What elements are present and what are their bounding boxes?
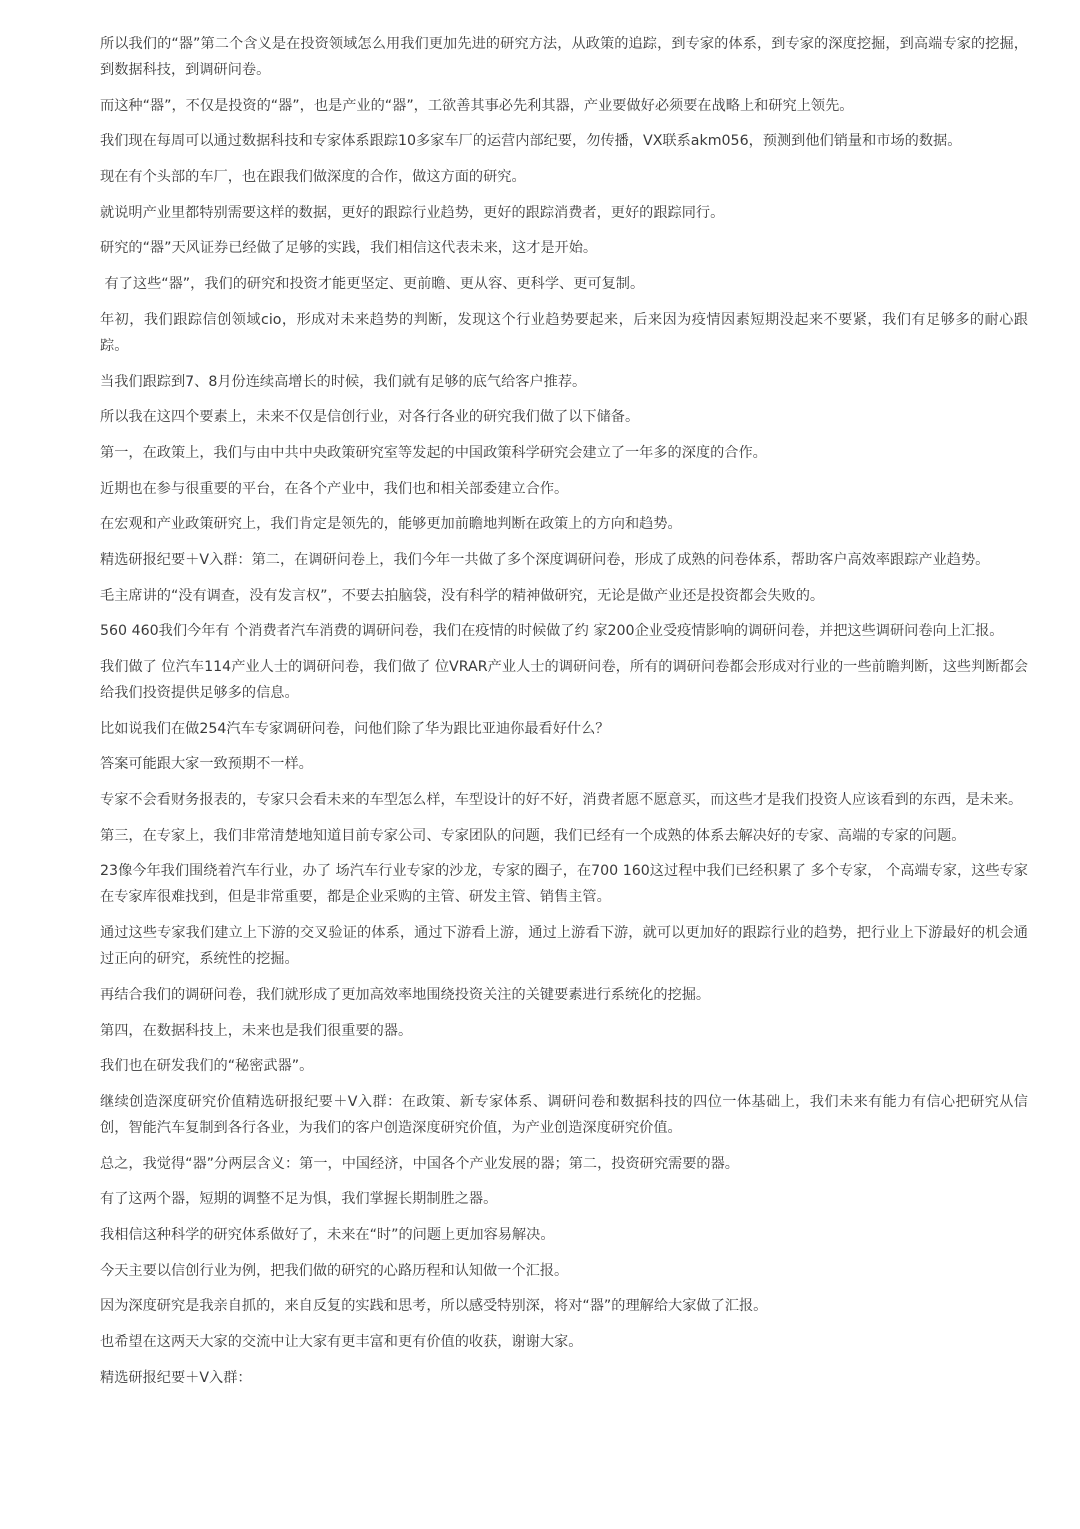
paragraph: 而这种“器”，不仅是投资的“器”，也是产业的“器”，工欲善其事必先利其器，产业要做好必须要在战略上和研究上领先。	[100, 97, 854, 114]
paragraph: 年初，我们跟踪信创领域cio，形成对未来趋势的判断，发现这个行业趋势要起来，后来因为疫情因素短期没起来不要紧，我们有足够多的耐心跟踪。	[100, 311, 1028, 354]
paragraph: 通过这些专家我们建立上下游的交叉验证的体系，通过下游看上游，通过上游看下游，就可以更加好的跟踪行业的趋势，把行业上下游最好的机会通过正向的研究，系统性的挖掘。	[100, 925, 1028, 968]
paragraph: 我们现在每周可以通过数据科技和专家体系跟踪10多家车厂的运营内部纪要，勿传播，VX联系akm056，预测到他们销量和市场的数据。	[100, 133, 962, 150]
paragraph: 毛主席讲的“没有调查，没有发言权”，不要去拍脑袋，没有科学的精神做研究，无论是做产业还是投资都会失败的。	[100, 587, 825, 604]
paragraph: 23像今年我们围绕着汽车行业，办了 场汽车行业专家的沙龙，专家的圈子，在700 160这过程中我们已经积累了 多个专家， 个高端专家，这些专家在专家库很难找到，但是非常重要，都是企业采购的主管、研发主管、销售主管。	[100, 863, 1028, 906]
paragraph: 第四，在数据科技上，未来也是我们很重要的器。	[100, 1022, 413, 1039]
paragraph: 因为深度研究是我亲自抓的，来自反复的实践和思考，所以感受特别深，将对“器”的理解给大家做了汇报。	[100, 1298, 768, 1315]
paragraph: 就说明产业里都特别需要这样的数据，更好的跟踪行业趋势，更好的跟踪消费者，更好的跟踪同行。	[100, 204, 725, 221]
paragraph: 我相信这种科学的研究体系做好了，未来在“时”的问题上更加容易解决。	[100, 1226, 555, 1243]
paragraph: 再结合我们的调研问卷，我们就形成了更加高效率地围绕投资关注的关键要素进行系统化的挖掘。	[100, 986, 711, 1003]
paragraph: 560 460我们今年有 个消费者汽车消费的调研问卷，我们在疫情的时候做了约 家200企业受疫情影响的调研问卷，并把这些调研问卷向上汇报。	[100, 623, 1004, 640]
paragraph: 有了这两个器，短期的调整不足为惧，我们掌握长期制胜之器。	[100, 1191, 498, 1208]
paragraph: 比如说我们在做254汽车专家调研问卷，问他们除了华为跟比亚迪你最看好什么？	[100, 720, 610, 737]
paragraph: 当我们跟踪到7、8月份连续高增长的时候，我们就有足够的底气给客户推荐。	[100, 373, 587, 390]
paragraph: 近期也在参与很重要的平台，在各个产业中，我们也和相关部委建立合作。	[100, 480, 569, 497]
paragraph: 我们也在研发我们的“秘密武器”。	[100, 1058, 314, 1075]
paragraph: 也希望在这两天大家的交流中让大家有更丰富和更有价值的收获，谢谢大家。	[100, 1334, 583, 1350]
paragraph: 我们做了 位汽车114产业人士的调研问卷，我们做了 位VRAR产业人士的调研问卷，所有的调研问卷都会形成对行业的一些前瞻判断，这些判断都会给我们投资提供足够多的信息。	[100, 659, 1028, 701]
paragraph: 今天主要以信创行业为例，把我们做的研究的心路历程和认知做一个汇报。	[100, 1262, 569, 1279]
document-body	[100, 31, 1028, 1400]
paragraph: 研究的“器”天风证券已经做了足够的实践，我们相信这代表未来，这才是开始。	[100, 240, 598, 257]
paragraph: 专家不会看财务报表的，专家只会看未来的车型怎么样，车型设计的好不好，消费者愿不愿意买，而这些才是我们投资人应该看到的东西，是未来。	[100, 792, 1023, 809]
paragraph: 有了这些“器”，我们的研究和投资才能更坚定、更前瞻、更从容、更科学、更可复制。	[100, 276, 645, 293]
paragraph: 继续创造深度研究价值精选研报纪要＋V入群：在政策、新专家体系、调研问卷和数据科技的四位一体基础上，我们未来有能力有信心把研究从信创，智能汽车复制到各行各业，为我们的客户创造深度研究价值，为产业创造深度研究价值。	[100, 1093, 1028, 1136]
paragraph: 答案可能跟大家一致预期不一样。	[100, 756, 313, 773]
paragraph: 在宏观和产业政策研究上，我们肯定是领先的，能够更加前瞻地判断在政策上的方向和趋势。	[100, 516, 682, 533]
paragraph: 所以我们的“器”第二个含义是在投资领域怎么用我们更加先进的研究方法，从政策的追踪，到专家的体系，到专家的深度挖掘，到高端专家的挖掘，到数据科技，到调研问卷。	[100, 36, 1028, 78]
paragraph: 所以我在这四个要素上，未来不仅是信创行业，对各行各业的研究我们做了以下储备。	[100, 409, 640, 426]
paragraph: 现在有个头部的车厂，也在跟我们做深度的合作，做这方面的研究。	[100, 169, 526, 186]
paragraph: 总之，我觉得“器”分两层含义：第一，中国经济，中国各个产业发展的器；第二，投资研究需要的器。	[100, 1155, 739, 1172]
paragraph: 第一，在政策上，我们与由中共中央政策研究室等发起的中国政策科学研究会建立了一年多的深度的合作。	[100, 444, 767, 461]
paragraph: 精选研报纪要＋V入群：第二，在调研问卷上，我们今年一共做了多个深度调研问卷，形成了成熟的问卷体系，帮助客户高效率跟踪产业趋势。	[100, 551, 990, 568]
paragraph: 第三，在专家上，我们非常清楚地知道目前专家公司、专家团队的问题，我们已经有一个成熟的体系去解决好的专家、高端的专家的问题。	[100, 827, 966, 844]
paragraph: 精选研报纪要＋V入群：	[100, 1369, 252, 1386]
